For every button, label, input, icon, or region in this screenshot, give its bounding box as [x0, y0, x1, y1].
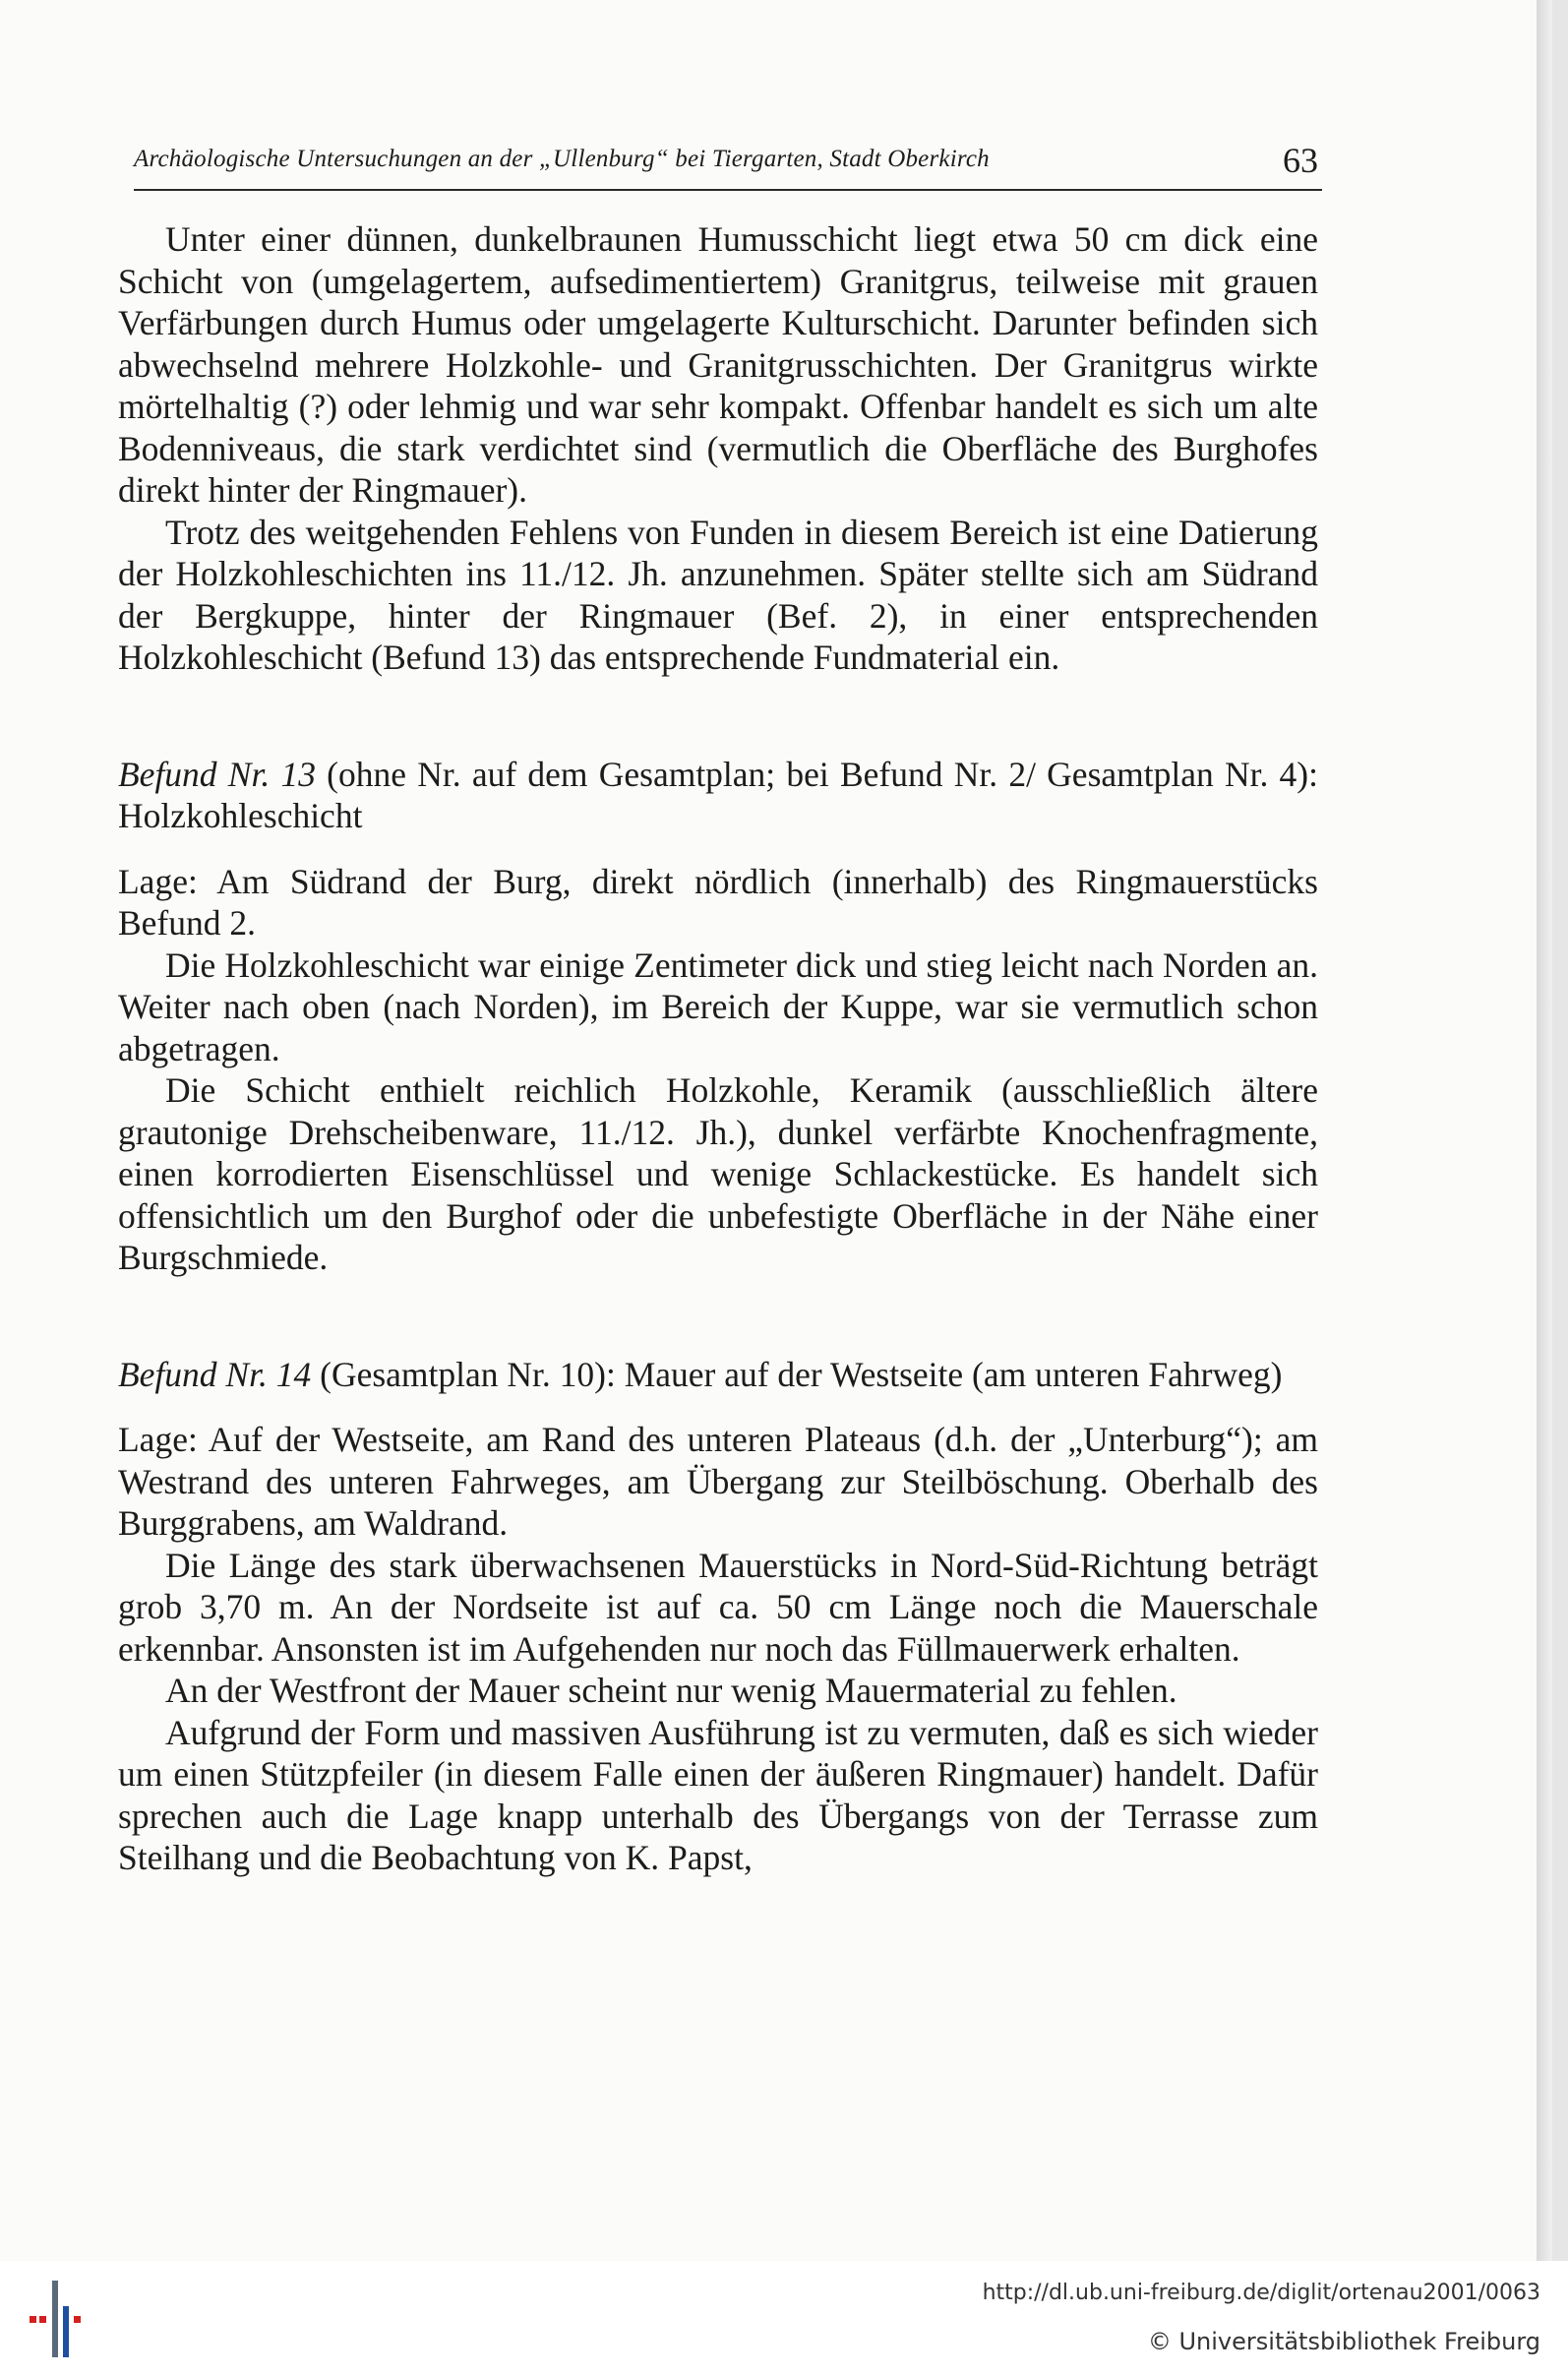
- ub-freiburg-logo-icon: [20, 2279, 98, 2359]
- befund-description: (ohne Nr. auf dem Gesamtplan; bei Befund Nr. 2/ Gesamtplan Nr. 4): Holzkohleschicht: [118, 754, 1318, 835]
- page-number: 63: [1283, 141, 1318, 180]
- befund-label: Befund Nr. 14: [118, 1354, 312, 1394]
- permalink-url[interactable]: http://dl.ub.uni-freiburg.de/diglit/ortenau2001/0063: [982, 2281, 1540, 2305]
- paragraph-lage: Lage: Auf der Westseite, am Rand des unteren Plateaus (d.h. der „Unterburg“); am Westrand des unteren Fahrweges, am Übergang zur Steilböschung. Oberhalb des Burggrabens, am Waldrand.: [118, 1420, 1318, 1543]
- page-edge-shadow: [1537, 0, 1552, 2261]
- paragraph: Die Holzkohleschicht war einige Zentimeter dick und stieg leicht nach Norden an. Weiter nach oben (nach Norden), im Bereich der Kuppe, war sie vermutlich schon abgetragen.: [118, 944, 1318, 1068]
- body-text: [118, 218, 1318, 1879]
- viewer-footer: [0, 2261, 1568, 2376]
- befund-label: Befund Nr. 13: [118, 754, 316, 794]
- paragraph: An der Westfront der Mauer scheint nur wenig Mauermaterial zu fehlen.: [165, 1671, 1177, 1710]
- paragraph: Unter einer dünnen, dunkelbraunen Humusschicht liegt etwa 50 cm dick eine Schicht von (umgelagertem, aufsedimentiertem) Granitgrus, teilweise mit grauen Verfärbungen durch Humus oder umgelagerte Kulturschicht. Darunter befinden sich abwechselnd mehrere Holzkohle- und Granitgrusschichten. Der Granitgrus wirkte mörtelhaltig (?) oder lehmig und war sehr kompakt. Offenbar handelt es sich um alte Bodenniveaus, die stark verdichtet sind (vermutlich die Oberfläche des Burghofes direkt hinter der Ringmauer).: [118, 219, 1318, 510]
- copyright-notice: © Universitätsbibliothek Freiburg: [1147, 2328, 1540, 2355]
- paragraph-lage: Lage: Am Südrand der Burg, direkt nördlich (innerhalb) des Ringmauerstücks Befund 2.: [118, 861, 1318, 943]
- befund-description: (Gesamtplan Nr. 10): Mauer auf der Westseite (am unteren Fahrweg): [311, 1354, 1283, 1394]
- paragraph: Die Länge des stark überwachsenen Mauerstücks in Nord-Süd-Richtung beträgt grob 3,70 m. An der Nordseite ist auf ca. 50 cm Länge noch die Mauerschale erkennbar. Ansonsten ist im Aufgehenden nur noch das Füllmauerwerk erhalten.: [118, 1545, 1318, 1669]
- section-heading-befund-14: [118, 1354, 1318, 1396]
- section-heading-befund-13: [118, 754, 1318, 837]
- paragraph: Aufgrund der Form und massiven Ausführung ist zu vermuten, daß es sich wieder um einen Stützpfeiler (in diesem Falle einen der äußeren Ringmauer) handelt. Dafür sprechen auch die Lage knapp unterhalb des Übergangs von der Terrasse zum Steilhang und die Beobachtung von K. Papst,: [118, 1712, 1318, 1877]
- running-header: [134, 138, 1322, 191]
- paragraph: Die Schicht enthielt reichlich Holzkohle, Keramik (ausschließlich ältere grautonige Drehscheibenware, 11./12. Jh.), dunkel verfärbte Knochenfragmente, einen korrodierten Eisenschlüssel und wenige Schlackestücke. Es handelt sich offensichtlich um den Burghof oder die unbefestigte Oberfläche in der Nähe einer Burgschmiede.: [118, 1070, 1318, 1277]
- header-title: Archäologische Untersuchungen an der „Ullenburg“ bei Tiergarten, Stadt Oberkirch: [134, 146, 990, 172]
- paragraph: Trotz des weitgehenden Fehlens von Funden in diesem Bereich ist eine Datierung der Holzkohleschichten ins 11./12. Jh. anzunehmen. Später stellte sich am Südrand der Bergkuppe, hinter der Ringmauer (Bef. 2), in einer entsprechenden Holzkohleschicht (Befund 13) das entsprechende Fundmaterial ein.: [118, 512, 1318, 677]
